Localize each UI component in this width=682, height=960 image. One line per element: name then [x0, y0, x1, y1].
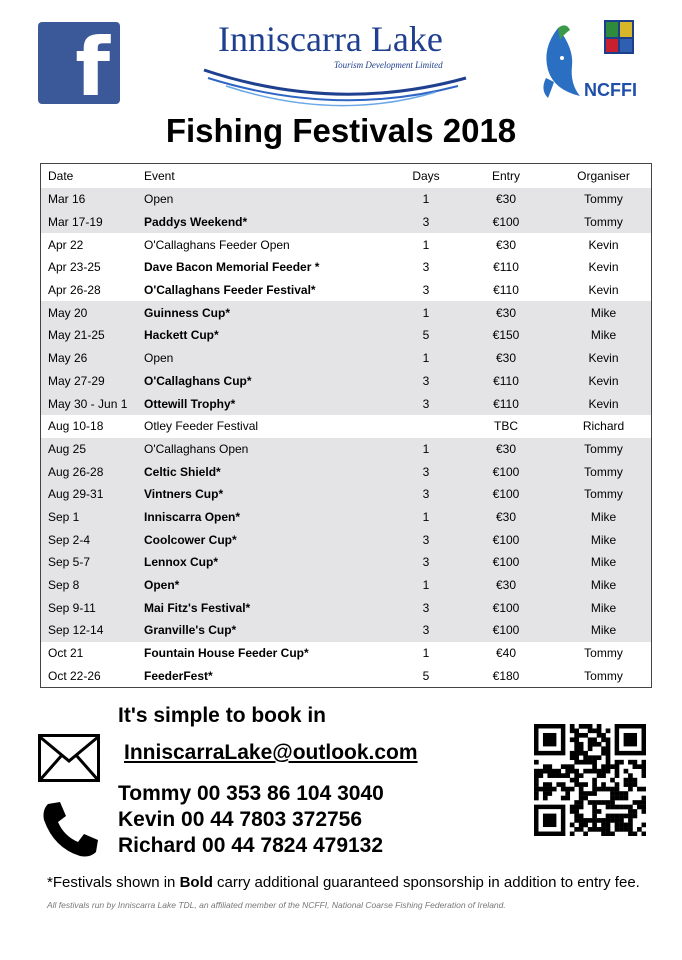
cell-days: 1: [396, 438, 456, 461]
cell-date: Apr 26-28: [48, 283, 101, 298]
table-row: [41, 574, 652, 597]
cell-event: O'Callaghans Feeder Open: [144, 237, 290, 252]
booking-heading: It's simple to book in: [118, 704, 327, 727]
cell-event: Open: [144, 347, 396, 370]
cell-organiser: Mike: [556, 574, 652, 597]
cell-date: Oct 21: [48, 646, 84, 661]
affiliation-note: All festivals run by Inniscarra Lake TDL, an affiliated member of the NCFFI, National Coarse Fishing Federation of Ireland.: [47, 900, 506, 910]
cell-days: 1: [396, 301, 456, 324]
cell-event: O'Callaghans Feeder Festival*: [144, 283, 316, 298]
cell-days: 5: [396, 324, 456, 347]
phone-icon: [38, 800, 100, 860]
cell-event: Celtic Shield*: [144, 460, 396, 483]
cell-entry: €30: [456, 506, 556, 529]
cell-date: May 30 - Jun 1: [41, 392, 145, 415]
cell-event: O'Callaghans Open: [144, 438, 396, 461]
cell-days: 3: [396, 483, 456, 506]
cell-entry: €110: [493, 260, 519, 275]
cell-entry: €110: [456, 370, 556, 393]
cell-organiser: Mike: [556, 301, 652, 324]
cell-event: Fountain House Feeder Cup*: [144, 646, 309, 661]
cell-days: 3: [422, 260, 430, 275]
cell-days: 3: [396, 619, 456, 642]
header-entry: Entry: [491, 169, 520, 183]
ncffi-label: NCFFI: [584, 80, 637, 100]
cell-entry: €30: [456, 574, 556, 597]
cell-days: 1: [396, 188, 456, 211]
cell-organiser: Mike: [556, 596, 652, 619]
cell-days: 1: [422, 237, 430, 252]
cell-days: 1: [422, 646, 430, 661]
cell-organiser: Mike: [556, 619, 652, 642]
table-row: [41, 415, 652, 438]
cell-organiser: Kevin: [556, 370, 652, 393]
cell-date: Aug 26-28: [41, 460, 145, 483]
table-row: [41, 370, 652, 393]
table-row: [41, 483, 652, 506]
inniscarra-logo: [196, 18, 476, 108]
cell-entry: €180: [492, 668, 520, 683]
cell-entry: €30: [456, 347, 556, 370]
cell-days: 3: [396, 460, 456, 483]
header-date: Date: [48, 169, 74, 183]
cell-organiser: Kevin: [556, 392, 652, 415]
table-header-row: [41, 164, 652, 189]
cell-entry: €110: [493, 283, 519, 298]
cell-days: 1: [396, 347, 456, 370]
cell-days: 3: [396, 528, 456, 551]
cell-date: Aug 29-31: [41, 483, 145, 506]
cell-event: Hackett Cup*: [144, 324, 396, 347]
cell-entry: €30: [495, 237, 517, 252]
cell-organiser: Richard: [582, 419, 625, 434]
cell-event: Guinness Cup*: [144, 301, 396, 324]
cell-date: Mar 16: [41, 188, 145, 211]
cell-event: O'Callaghans Cup*: [144, 370, 396, 393]
cell-days: 3: [396, 392, 456, 415]
cell-entry: €100: [456, 483, 556, 506]
cell-entry: TBC: [494, 419, 518, 434]
cell-organiser: Mike: [556, 324, 652, 347]
ncffi-logo: [536, 18, 651, 108]
cell-date: Sep 1: [41, 506, 145, 529]
cell-organiser: Tommy: [556, 460, 652, 483]
cell-organiser: Tommy: [556, 211, 652, 234]
table-row: [41, 211, 652, 234]
cell-organiser: Tommy: [584, 668, 623, 683]
table-row: [41, 642, 652, 665]
cell-event: Granville's Cup*: [144, 619, 396, 642]
table-row: [41, 596, 652, 619]
cell-organiser: Kevin: [588, 283, 619, 298]
cell-organiser: Tommy: [556, 188, 652, 211]
cell-entry: €30: [456, 301, 556, 324]
cell-organiser: Tommy: [584, 646, 623, 661]
cell-date: Sep 5-7: [41, 551, 145, 574]
cell-date: May 27-29: [41, 370, 145, 393]
cell-date: May 21-25: [41, 324, 145, 347]
table-row: [41, 551, 652, 574]
cell-organiser: Kevin: [556, 347, 652, 370]
table-row: [41, 392, 652, 415]
table-row: [41, 301, 652, 324]
cell-organiser: Mike: [556, 551, 652, 574]
cell-days: 1: [396, 574, 456, 597]
cell-days: 1: [396, 506, 456, 529]
cell-entry: €110: [456, 392, 556, 415]
cell-organiser: Tommy: [556, 483, 652, 506]
envelope-icon: [38, 734, 100, 782]
cell-days: [396, 415, 456, 438]
cell-event: Lennox Cup*: [144, 551, 396, 574]
cell-event: Paddys Weekend*: [144, 211, 396, 234]
table-row: [41, 279, 652, 302]
cell-entry: €100: [456, 528, 556, 551]
cell-event: Ottewill Trophy*: [144, 392, 396, 415]
cell-organiser: Kevin: [588, 260, 619, 275]
cell-days: 3: [396, 211, 456, 234]
cell-event: Inniscarra Open*: [144, 506, 396, 529]
header-event: Event: [144, 169, 175, 183]
cell-entry: €30: [456, 438, 556, 461]
page-title: Fishing Festivals 2018: [165, 112, 517, 149]
table-row: [41, 188, 652, 211]
cell-entry: €150: [456, 324, 556, 347]
cell-days: 3: [396, 370, 456, 393]
cell-date: Sep 9-11: [41, 596, 145, 619]
cell-event: Dave Bacon Memorial Feeder *: [144, 260, 320, 275]
table-row: [41, 324, 652, 347]
cell-entry: €100: [456, 596, 556, 619]
booking-email-link[interactable]: InniscarraLake@outlook.com: [124, 741, 418, 764]
cell-days: 3: [422, 283, 430, 298]
cell-date: Oct 22-26: [48, 668, 101, 683]
table-row: [41, 506, 652, 529]
cell-date: Aug 25: [41, 438, 145, 461]
cell-date: Apr 22: [48, 237, 84, 252]
cell-days: 3: [396, 551, 456, 574]
cell-event: Open: [144, 188, 396, 211]
cell-entry: €100: [456, 211, 556, 234]
cell-entry: €100: [456, 551, 556, 574]
cell-entry: €30: [456, 188, 556, 211]
table-row: [41, 528, 652, 551]
table-row: [41, 460, 652, 483]
qr-code[interactable]: [534, 724, 646, 836]
cell-organiser: Mike: [556, 528, 652, 551]
cell-entry: €100: [456, 460, 556, 483]
cell-organiser: Tommy: [556, 438, 652, 461]
cell-date: Sep 2-4: [41, 528, 145, 551]
cell-date: Sep 8: [41, 574, 145, 597]
brand-name: Inniscarra Lake: [218, 19, 443, 59]
phone-tommy[interactable]: Tommy 00 353 86 104 3040: [118, 782, 384, 805]
cell-organiser: Kevin: [588, 237, 619, 252]
table-row: [41, 664, 652, 687]
brand-subtitle: Tourism Development Limited: [334, 60, 443, 70]
cell-entry: €40: [495, 646, 517, 661]
cell-days: 5: [422, 668, 430, 683]
table-row: [41, 347, 652, 370]
cell-event: Otley Feeder Festival: [144, 419, 259, 434]
cell-event: Mai Fitz's Festival*: [144, 596, 396, 619]
bold-footnote: *Festivals shown in Bold carry additional guaranteed sponsorship in addition to entry fee.: [47, 874, 640, 891]
cell-date: May 26: [41, 347, 145, 370]
phone-richard[interactable]: Richard 00 44 7824 479132: [118, 834, 384, 857]
cell-event: Coolcower Cup*: [144, 528, 396, 551]
cell-date: May 20: [41, 301, 145, 324]
festival-table: [40, 163, 652, 688]
cell-days: 3: [396, 596, 456, 619]
header-organiser: Organiser: [577, 169, 630, 183]
cell-date: Sep 12-14: [41, 619, 145, 642]
cell-event: Open*: [144, 574, 396, 597]
cell-event: FeederFest*: [144, 668, 213, 683]
cell-date: Aug 10-18: [48, 419, 104, 434]
cell-date: Apr 23-25: [48, 260, 101, 275]
cell-date: Mar 17-19: [41, 211, 145, 234]
facebook-icon[interactable]: f: [38, 22, 120, 104]
table-row: [41, 619, 652, 642]
cell-entry: €100: [456, 619, 556, 642]
table-row: [41, 438, 652, 461]
cell-organiser: Mike: [556, 506, 652, 529]
header-days: Days: [412, 169, 440, 183]
table-row: [41, 233, 652, 256]
cell-event: Vintners Cup*: [144, 483, 396, 506]
table-row: [41, 256, 652, 279]
phone-kevin[interactable]: Kevin 00 44 7803 372756: [118, 808, 363, 831]
